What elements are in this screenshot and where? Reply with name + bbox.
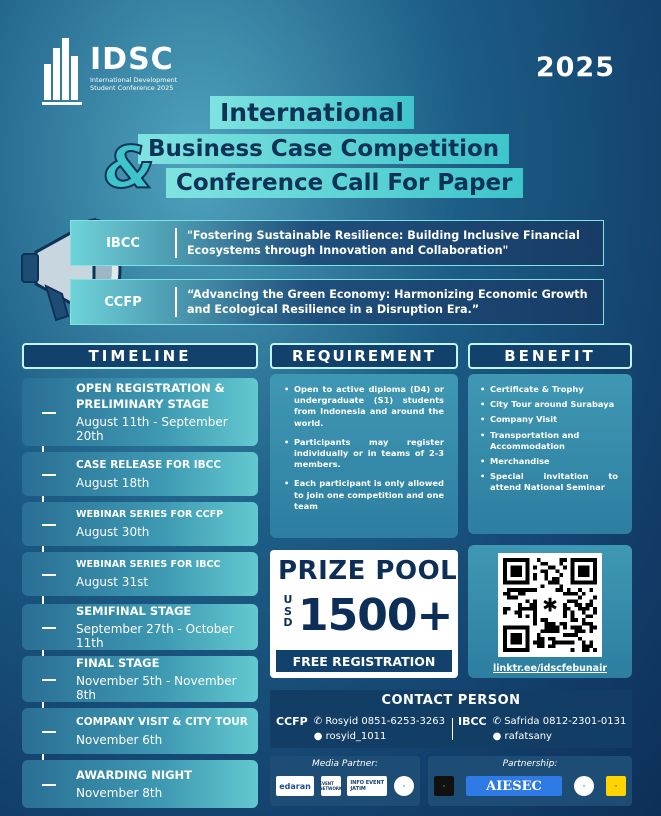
timeline-item-name: FINAL STAGE bbox=[76, 655, 160, 670]
partner-logo-dark: · bbox=[434, 776, 454, 796]
prize-amount: 1500+ bbox=[298, 590, 453, 641]
idsc-logo bbox=[42, 38, 177, 100]
whatsapp-icon: ✆ bbox=[492, 716, 502, 727]
contact-phone[interactable]: Rosyid 0851-6253-3263 bbox=[325, 716, 445, 727]
media-partner-label: Media Partner: bbox=[311, 759, 379, 769]
benefit-item: • Merchandise bbox=[480, 456, 618, 467]
benefit-item: • City Tour around Surabaya bbox=[480, 399, 618, 410]
timeline-item bbox=[22, 452, 258, 496]
qr-code-icon[interactable] bbox=[498, 553, 602, 657]
contact-ccfp bbox=[276, 715, 445, 744]
media-partner-bar bbox=[270, 756, 420, 806]
theme-quote: "Fostering Sustainable Resilience: Building Inclusive Financial Ecosystems through Innovation and Collaboration" bbox=[175, 228, 603, 258]
timeline-item bbox=[22, 708, 258, 754]
timeline-item-name: SEMIFINAL STAGE bbox=[76, 603, 192, 618]
linktree-link[interactable]: linktr.ee/idscfebunair bbox=[492, 663, 608, 674]
timeline-item bbox=[22, 604, 258, 650]
requirement-item: • Open to active diploma (D4) or undergraduate (S1) students from Indonesia and around the world. bbox=[284, 384, 444, 429]
media-logo-round: · bbox=[394, 776, 414, 796]
timeline-item bbox=[22, 552, 258, 596]
requirement-header: REQUIREMENT bbox=[270, 343, 458, 369]
timeline-item-date: September 27th - October 11th bbox=[76, 622, 234, 651]
event-year: 2025 bbox=[535, 52, 615, 83]
timeline-item-date: August 18th bbox=[76, 475, 150, 490]
ampersand: & bbox=[104, 133, 155, 201]
timeline-item bbox=[22, 656, 258, 702]
benefit-item: • Company Visit bbox=[480, 414, 618, 425]
partner-logo-seal: · bbox=[574, 776, 594, 796]
timeline-item-date: November 5th - November 8th bbox=[76, 674, 237, 703]
title-line-2: Business Case Competition bbox=[138, 134, 509, 164]
timeline-item bbox=[22, 760, 258, 808]
timeline-item-date: August 30th bbox=[76, 524, 150, 539]
theme-ibcc bbox=[70, 220, 604, 266]
timeline-item-name: COMPANY VISIT & CITY TOUR bbox=[76, 716, 248, 729]
partner-logo-aiesec: AIESEC bbox=[466, 776, 562, 796]
contact-line-id[interactable]: rafatsany bbox=[504, 730, 552, 742]
media-logo-info-event: INFO EVENT JATIM bbox=[347, 776, 387, 796]
title-line-1: International bbox=[210, 96, 414, 129]
partnership-bar bbox=[428, 756, 632, 806]
timeline-item-name: AWARDING NIGHT bbox=[76, 767, 193, 782]
contact-title: CONTACT PERSON bbox=[381, 693, 521, 708]
free-registration-badge: FREE REGISTRATION bbox=[276, 650, 452, 672]
logo-subtitle-2: Student Conference 2025 bbox=[90, 84, 174, 92]
timeline-item bbox=[22, 502, 258, 546]
timeline-item-name: CASE RELEASE FOR IBCC bbox=[76, 459, 222, 472]
svg-text:✱: ✱ bbox=[542, 595, 558, 617]
contact-divider bbox=[452, 718, 453, 740]
benefit-item: • Transportation and Accommodation bbox=[480, 430, 618, 452]
requirement-item: • Participants may register individually or in teams of 2-3 members. bbox=[284, 437, 444, 471]
media-logo-edaran: edaran bbox=[276, 776, 314, 796]
qr-box bbox=[468, 545, 632, 678]
theme-quote: “Advancing the Green Economy: Harmonizing Economic Growth and Ecological Resilience in a Disruption Era.” bbox=[175, 287, 603, 317]
building-icon bbox=[42, 38, 82, 100]
timeline-item-date: August 31st bbox=[76, 574, 149, 589]
theme-ccfp bbox=[70, 279, 604, 325]
timeline-item-date: November 8th bbox=[76, 786, 163, 801]
whatsapp-icon: ✆ bbox=[313, 716, 323, 727]
media-logo-event-network: EVENT NETWORK bbox=[321, 776, 341, 796]
requirement-box bbox=[270, 374, 458, 538]
requirement-item: • Each participant is only allowed to join one competition and one team bbox=[284, 478, 444, 512]
logo-title: IDSC bbox=[90, 42, 174, 78]
partner-logo-yellow: · bbox=[606, 776, 626, 796]
benefit-box bbox=[468, 374, 632, 534]
logo-subtitle-1: International Development bbox=[90, 76, 178, 85]
benefit-item: • Special invitation to attend National Seminar bbox=[480, 471, 618, 493]
timeline-item-name: WEBINAR SERIES FOR CCFP bbox=[76, 509, 224, 521]
prize-pool-card bbox=[270, 550, 458, 678]
theme-tag: IBCC bbox=[106, 235, 140, 251]
benefit-item: • Certificate & Trophy bbox=[480, 384, 618, 395]
timeline-item-date: November 6th bbox=[76, 732, 163, 747]
benefit-header: BENEFIT bbox=[468, 343, 632, 369]
timeline-item-name: WEBINAR SERIES FOR IBCC bbox=[76, 559, 221, 571]
contact-phone[interactable]: Safrida 0812-2301-0131 bbox=[504, 716, 627, 727]
timeline-item-date: August 11th - September 20th bbox=[76, 415, 228, 444]
partnership-label: Partnership: bbox=[502, 759, 558, 769]
contact-ibcc bbox=[458, 715, 626, 744]
contact-line-id[interactable]: rosyid_1011 bbox=[325, 730, 387, 742]
line-icon: ● bbox=[492, 730, 502, 742]
timeline-item-name: OPEN REGISTRATION & PRELIMINARY STAGE bbox=[76, 380, 225, 411]
contact-label: CCFP bbox=[276, 715, 308, 728]
timeline-header: TIMELINE bbox=[22, 343, 258, 369]
timeline-item bbox=[22, 378, 258, 446]
theme-tag: CCFP bbox=[104, 294, 142, 310]
contact-person-panel bbox=[270, 690, 632, 748]
title-line-3: Conference Call For Paper bbox=[166, 168, 523, 198]
line-icon: ● bbox=[313, 730, 323, 742]
contact-label: IBCC bbox=[458, 715, 487, 728]
prize-currency: U S D bbox=[283, 593, 293, 630]
prize-pool-label: PRIZE POOL bbox=[278, 556, 458, 586]
